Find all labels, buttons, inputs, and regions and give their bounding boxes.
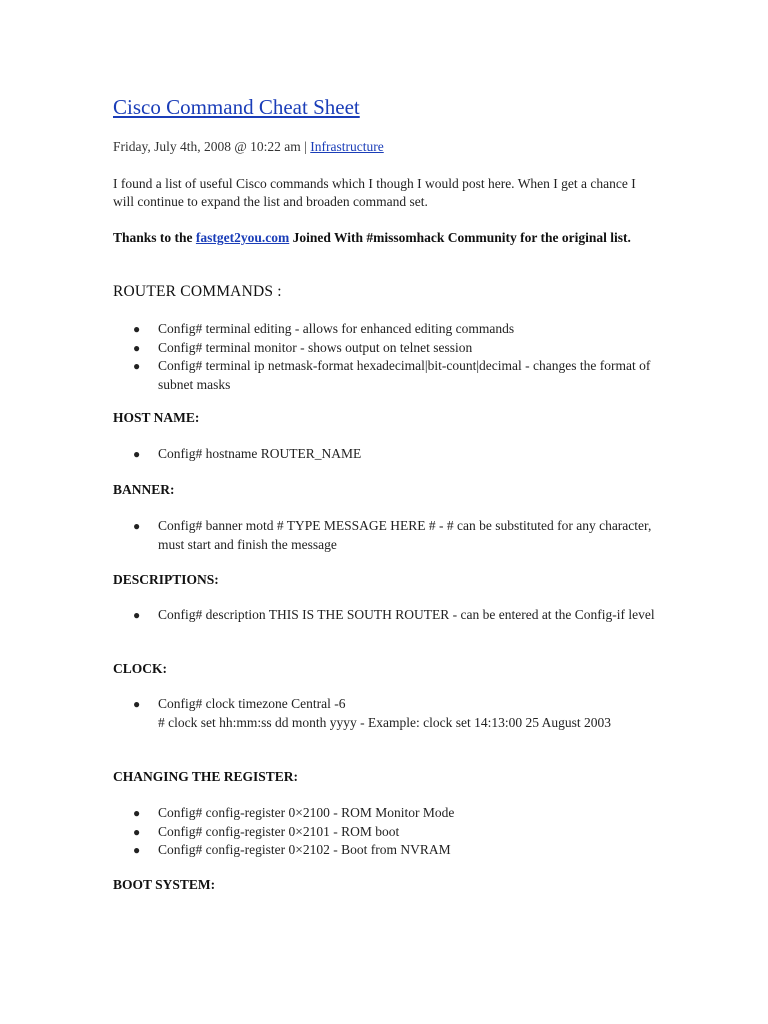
list-item bbox=[113, 606, 658, 625]
bullet-icon: ● bbox=[133, 806, 141, 820]
descriptions-list bbox=[113, 606, 658, 625]
section-heading-boot-system: BOOT SYSTEM: bbox=[113, 877, 216, 892]
list-item bbox=[113, 804, 658, 823]
list-item bbox=[113, 695, 658, 732]
list-item bbox=[113, 445, 658, 464]
list-item bbox=[113, 339, 658, 358]
category-link[interactable]: Infrastructure bbox=[310, 139, 384, 154]
bullet-icon: ● bbox=[133, 608, 141, 622]
list-item bbox=[113, 357, 658, 394]
list-item bbox=[113, 320, 658, 339]
thanks-suffix: Joined With #missomhack Community for the original list. bbox=[289, 230, 631, 245]
list-item-text: Config# terminal editing - allows for enhanced editing commands bbox=[158, 321, 515, 336]
list-item bbox=[113, 517, 658, 554]
source-site-link[interactable]: fastget2you.com bbox=[195, 230, 290, 245]
list-item-text: Config# clock timezone Central -6 bbox=[158, 696, 346, 711]
clock-list bbox=[113, 695, 658, 732]
post-meta bbox=[113, 138, 384, 156]
list-item-text: Config# hostname ROUTER_NAME bbox=[158, 446, 362, 461]
section-heading-host-name: HOST NAME: bbox=[113, 410, 200, 425]
section-heading-clock: CLOCK: bbox=[113, 661, 167, 676]
list-item-text: Config# config-register 0×2102 - Boot from NVRAM bbox=[158, 842, 451, 857]
host-name-list bbox=[113, 445, 658, 464]
list-item bbox=[113, 823, 658, 842]
bullet-icon: ● bbox=[133, 843, 141, 857]
banner-list bbox=[113, 517, 658, 554]
article-title-link[interactable]: Cisco Command Cheat Sheet bbox=[113, 95, 360, 119]
bullet-icon: ● bbox=[133, 359, 141, 373]
thanks-paragraph bbox=[113, 229, 643, 247]
list-item-text: Config# config-register 0×2100 - ROM Monitor Mode bbox=[158, 805, 455, 820]
bullet-icon: ● bbox=[133, 340, 141, 355]
post-date: Friday, July 4th, 2008 @ 10:22 am | bbox=[113, 139, 311, 154]
bullet-icon: ● bbox=[133, 824, 141, 839]
bullet-icon: ● bbox=[133, 447, 141, 461]
bullet-icon: ● bbox=[133, 322, 141, 336]
bullet-icon: ● bbox=[133, 519, 141, 533]
list-item-text: Config# terminal monitor - shows output on telnet session bbox=[158, 339, 473, 355]
register-list bbox=[113, 804, 658, 860]
router-commands-list bbox=[113, 320, 658, 394]
list-item-text: Config# banner motd # TYPE MESSAGE HERE # - # can be substituted for any character, must start and finish the message bbox=[158, 518, 652, 552]
thanks-prefix: Thanks to the bbox=[113, 230, 196, 245]
bullet-icon: ● bbox=[133, 697, 141, 711]
list-item-text: Config# description THIS IS THE SOUTH ROUTER - can be entered at the Config-if level bbox=[158, 607, 655, 622]
list-item-text: # clock set hh:mm:ss dd month yyyy - Example: clock set 14:13:00 25 August 2003 bbox=[158, 714, 611, 730]
section-heading-descriptions: DESCRIPTIONS: bbox=[113, 572, 219, 587]
list-item-text: Config# config-register 0×2101 - ROM boot bbox=[158, 823, 400, 839]
section-heading-banner: BANNER: bbox=[113, 482, 175, 497]
intro-paragraph: I found a list of useful Cisco commands which I though I would post here. When I get a chance I will continue to expand the list and broaden command set. bbox=[113, 176, 636, 209]
list-item-text: Config# terminal ip netmask-format hexadecimal|bit-count|decimal - changes the format of subnet masks bbox=[158, 358, 651, 392]
section-heading-changing-register: CHANGING THE REGISTER: bbox=[113, 769, 299, 784]
section-heading-router-commands: ROUTER COMMANDS : bbox=[113, 283, 282, 300]
list-item bbox=[113, 841, 658, 860]
